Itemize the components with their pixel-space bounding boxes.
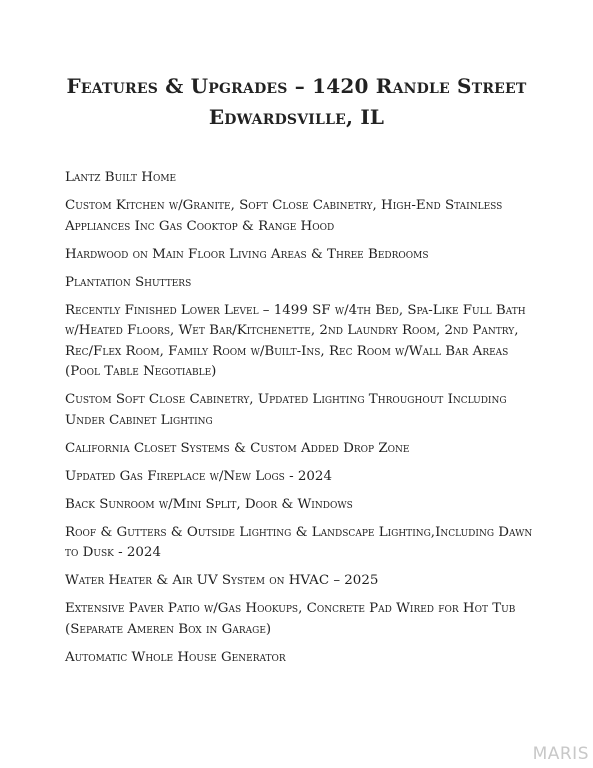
feature-item: Lantz Built Home bbox=[65, 170, 177, 185]
page-subtitle: Edwardsville, IL bbox=[208, 105, 385, 129]
feature-item: Automatic Whole House Generator bbox=[65, 649, 286, 665]
feature-item: Hardwood on Main Floor Living Areas & Three Bedrooms bbox=[65, 246, 429, 262]
feature-item: Back Sunroom w/Mini Split, Door & Windows bbox=[65, 496, 353, 512]
feature-item: Custom Kitchen w/Granite, Soft Close Cabinetry, High-End Stainless Appliances Inc Gas Cooktop & Range Hood bbox=[65, 197, 503, 234]
feature-item: Water Heater & Air UV System on HVAC – 2025 bbox=[65, 573, 379, 589]
feature-list bbox=[65, 168, 535, 676]
page-title: Features & Upgrades – 1420 Randle Street bbox=[66, 74, 527, 98]
feature-item: Updated Gas Fireplace w/New Logs - 2024 bbox=[65, 468, 332, 484]
feature-item: Custom Soft Close Cabinetry, Updated Lighting Throughout Including Under Cabinet Lighting bbox=[65, 392, 507, 428]
feature-item: Recently Finished Lower Level – 1499 SF w/4th Bed, Spa-Like Full Bath w/Heated Floors, Wet Bar/Kitchenette, 2nd Laundry Room, 2nd Pantry, Rec/Flex Room, Family Room w/Built-Ins, Rec Room w/Wall Bar Areas (Pool Table Negotiable) bbox=[65, 302, 526, 380]
feature-item: California Closet Systems & Custom Added Drop Zone bbox=[65, 440, 410, 456]
feature-item: Extensive Paver Patio w/Gas Hookups, Concrete Pad Wired for Hot Tub (Separate Ameren Box in Garage) bbox=[65, 601, 516, 637]
feature-item: Roof & Gutters & Outside Lighting & Landscape Lighting,Including Dawn to Dusk - 2024 bbox=[65, 524, 533, 561]
watermark-logo: MARIS bbox=[532, 744, 589, 764]
feature-item: Plantation Shutters bbox=[65, 274, 192, 290]
